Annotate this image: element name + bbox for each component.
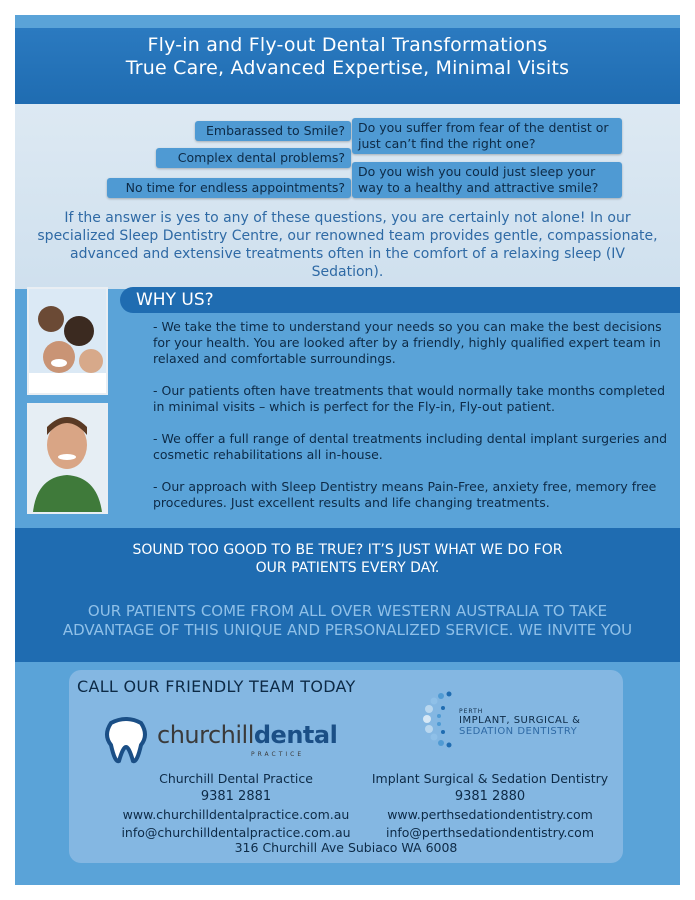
man-portrait-photo: [27, 403, 108, 514]
contact-card: [69, 670, 623, 863]
promo-subtext: [15, 602, 680, 640]
practice-name: Churchill Dental Practice: [159, 771, 313, 786]
header-title-line1: Fly-in and Fly-out Dental Transformations: [147, 34, 548, 56]
phone-number: 9381 2880: [454, 789, 526, 804]
promo-line: OUR PATIENTS COME FROM ALL OVER WESTERN AUSTRALIA TO TAKE: [87, 602, 608, 620]
family-photo: [27, 287, 108, 395]
logo-wordmark: [157, 721, 337, 749]
perth-logo-text: [459, 708, 580, 737]
website-link[interactable]: www.perthsedationdentistry.com: [387, 807, 593, 822]
question-bubble: Embarassed to Smile?: [195, 121, 351, 141]
promo-headline: [15, 541, 680, 577]
header-title-line2: True Care, Advanced Expertise, Minimal Visits: [125, 57, 570, 79]
perth-sedation-logo: [419, 686, 599, 756]
questions-section: [15, 104, 680, 289]
sedation-contact-details: [365, 770, 615, 842]
header-banner: [15, 28, 680, 104]
churchill-dental-logo: [101, 715, 338, 765]
tooth-icon: [101, 715, 151, 765]
logo-word2: dental: [253, 721, 338, 749]
intro-paragraph: If the answer is yes to any of these questions, you are certainly not alone! In our specialized Sleep Dentistry Centre, our renowned team provides gentle, compassionate, advanced and extensive treatments often in the comfort of a relaxing sleep (IV Sedation).: [37, 210, 658, 280]
logo-subtitle: PRACTICE: [251, 751, 305, 758]
question-bubble: Complex dental problems?: [156, 148, 351, 168]
address: 316 Churchill Ave Subiaco WA 6008: [234, 840, 458, 855]
promo-line: ADVANTAGE OF THIS UNIQUE AND PERSONALIZED SERVICE. WE INVITE YOU: [62, 621, 633, 639]
question-bubble: Do you wish you could just sleep your way to a healthy and attractive smile?: [352, 162, 622, 198]
website-link[interactable]: www.churchilldentalpractice.com.au: [122, 807, 350, 822]
dots-arc-icon: [419, 686, 459, 756]
why-us-point: - We take the time to understand your needs so you can make the best decisions for your health. You are looked after by a friendly, highly qualified expert team in relaxed and comfortable surroundings.: [153, 319, 662, 366]
logo-line1: IMPLANT, SURGICAL &: [459, 715, 581, 726]
churchill-contact-details: [101, 770, 371, 842]
phone-number: 9381 2881: [200, 789, 272, 804]
logo-small-text: PERTH: [459, 708, 484, 715]
why-us-point: - Our approach with Sleep Dentistry means Pain-Free, anxiety free, memory free procedures. Just excellent results and life changing treatments.: [153, 479, 657, 510]
logo-line2: SEDATION DENTISTRY: [459, 726, 578, 737]
question-bubble: No time for endless appointments?: [107, 178, 351, 198]
why-us-list: [153, 319, 668, 527]
practice-name: Implant Surgical & Sedation Dentistry: [371, 771, 609, 786]
why-us-point: - Our patients often have treatments that would normally take months completed in minimal visits – which is perfect for the Fly-in, Fly-out patient.: [153, 383, 666, 414]
promo-line: SOUND TOO GOOD TO BE TRUE? IT’S JUST WHAT WE DO FOR: [132, 542, 563, 558]
why-us-heading: [120, 287, 680, 313]
flyer-page: [15, 15, 680, 885]
email-link[interactable]: info@perthsedationdentistry.com: [385, 825, 595, 840]
why-us-point: - We offer a full range of dental treatments including dental implant surgeries and cosmetic rehabilitations all in-house.: [153, 431, 668, 462]
email-link[interactable]: info@churchilldentalpractice.com.au: [121, 825, 351, 840]
promo-band: [15, 528, 680, 662]
logo-word1: churchill: [157, 721, 254, 749]
call-heading: CALL OUR FRIENDLY TEAM TODAY: [77, 677, 356, 696]
question-bubble: Do you suffer from fear of the dentist or just can’t find the right one?: [352, 118, 622, 154]
promo-line: OUR PATIENTS EVERY DAY.: [255, 560, 440, 576]
why-us-title: WHY US?: [136, 290, 214, 310]
